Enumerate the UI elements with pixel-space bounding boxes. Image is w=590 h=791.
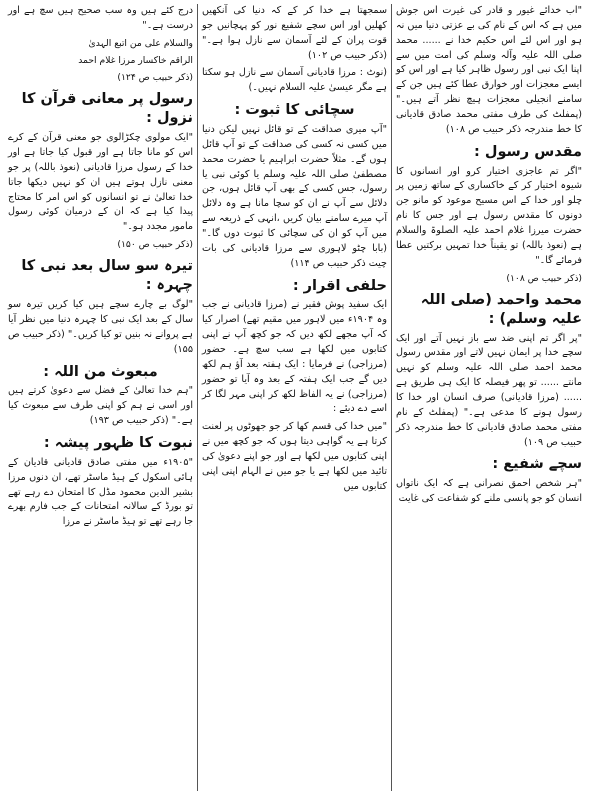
body-paragraph: "میں خدا کی قسم کھا کر جو جھوٹوں پر لعنت کرتا ہے یہ گواہی دیتا ہوں کہ جو کچھ میں نے اپنی کتابوں میں لکھا ہے اور جو اپنے دعویٰ کی تائید میں لکھا ہے یا جو میں نے الہام اپنی اپنی کتابوں میں [202, 421, 387, 492]
body-paragraph: "ہم خدا تعالیٰ کے فضل سے دعویٰ کرتے ہیں اور اسی نے ہم کو اپنی طرف سے مبعوث کیا ہے۔" (ذکر حبیب ص ۱۹۳) [8, 385, 193, 427]
body-paragraph: "۱۹۰۵ء میں مفتی صادق قادیانی قادیان کے ہائی اسکول کے ہیڈ ماسٹر تھے، ان دنوں مرزا بشیر الدین محمود مڈل کا امتحان دے رہے تھے تو بورڈ کے سالانہ امتحانات کے جب فارم بھرے جا رہے تھے تو ہیڈ ماسٹر نے مرزا [8, 456, 193, 528]
body-paragraph: "ہر شخص احمق نصرانی ہے کہ ایک ناتواں انسان کو جو پانسی ملنے کو شفاعت کی غایت [396, 478, 582, 505]
signature-line: الراقم خاکسار مرزا غلام احمد [78, 54, 193, 66]
column-right [392, 4, 586, 791]
body-paragraph: "اب خدائے غیور و قادر کی غیرت اس جوش میں ہے کہ اس کے نام کی بے عزتی دنیا میں نہ ہو اور اس لئے اس حکیم خدا نے ...... محمد صلی اللہ علیہ وآلہ وسلم کی امت میں سے اپنا ایک نبی اور رسول ظاہر کیا ہے اور اس کو ایسے معجزات اور خوارق عطا کئے ہیں جن کے سامنے انجیلی معجزات ہیچ نظر آتے ہیں۔" (پمفلٹ کی طرف مفتی محمد صادق قادیانی کا خط مندرجہ ذکر حبیب ص ۱۰۸) [396, 5, 582, 135]
body-paragraph: "اگر تم عاجزی اختیار کرو اور انسانوں کا شیوہ اختیار کر کے خاکساری کے ساتھ زمین پر چلو اور خدا کے اس مسیح موعود کو مانو جن دونوں کا مقدس رسول ہے اور جس کا نام حضرت میرزا غلام احمد علیہ الصلوۃ والسلام ہے (نعوذ باللہ) تو یقیناً خدا تمہیں برکتیں عطا فرمائے گا۔" [396, 165, 582, 266]
body-paragraph: "ایک مولوی چکڑالوی جو معنی قرآن کے کرے اس کو مانا جاتا ہے اور قبول کیا جاتا ہے اور خدا کے رسول مرزا قادیانی (نعوذ باللہ) پر جو معنی نازل ہوتے ہیں ان کو نہیں دیکھا جاتا خدا تعالیٰ نے تو انسانوں کو اس امر کا محتاج پیدا کیا ہے کہ ان کے درمیان کوئی رسول مامور مجدد ہو۔" [8, 132, 193, 233]
section-heading: مبعوث من اللہ : [43, 363, 158, 380]
signature-line: والسلام علی من اتبع الہدیٰ [88, 37, 193, 49]
body-paragraph: "آپ میری صداقت کے تو قائل نہیں لیکن دنیا میں کسی نہ کسی کی صداقت کے تو آپ قائل ہوں گے۔ مثلاً حضرت ابراہیم یا حضرت محمد مصطفیٰ صلی اللہ علیہ وسلم یا کوئی نبی یا رسول، جس کسی کے بھی آپ قائل ہوں، جن دلائل سے آپ نے ان کو سچا مانا ہے وہ دلائل آپ میرے سامنے بیان کریں ،انہی کے ذریعہ سے میں آپ کو ان کی سچائی کا ثبوت دوں گا۔" (بابا چٹو لاہوری سے مرزا قادیانی کی بات چیت ذکر حبیب ص ۱۱۴) [202, 124, 387, 269]
section-heading: نبوت کا ظہور پیشہ : [43, 434, 193, 451]
body-paragraph: (نوٹ : مرزا قادیانی آسمان سے نازل ہو سکتا ہے مگر عیسیٰ علیہ السلام نہیں۔) [202, 67, 387, 94]
section-heading: مقدس رسول : [474, 143, 582, 160]
section-heading: محمد واحمد (صلی اللہ علیہ وسلم) : [420, 291, 582, 327]
body-paragraph: ایک سفید پوش فقیر نے (مرزا قادیانی نے جب وہ ۱۹۰۴ء میں لاہور میں مقیم تھے) اصرار کیا کہ آپ مجھے لکھ دیں کہ جو کچھ آپ نے اپنی کتابوں میں لکھا ہے سب سچ ہے۔ حضور (مرزاجی) نے فرمایا : ایک ہفتہ بعد آؤ ہم لکھ دیں گے جب ایک ہفتہ کے بعد وہ آیا تو حضور (مرزاجی) نے یہ الفاظ لکھ کر اپنی مہر لگا کر اسے دے دیئے : [202, 299, 388, 415]
body-paragraph: "پر اگر تم اپنی ضد سے باز نہیں آتے اور ایک سچے خدا پر ایمان نہیں لاتے اور مقدس رسول محمد احمد صلی اللہ علیہ وسلم کو نہیں مانتے ...... تو پھر فیصلہ کا ایک ہی طریق ہے ...... (مرزا قادیانی) صرف انسان اور خدا کا رسول ہونے کا مدعی ہے۔" (پمفلٹ کے نام مفتی محمد صادق قادیانی کا خط مندرجہ ذکر حبیب ص ۱۰۹) [396, 332, 582, 448]
body-paragraph: "لوگ بے چارے سچے ہیں کیا کریں تیرہ سو سال کے بعد ایک نبی کا چہرہ دنیا میں نظر آیا ہے پروانے نہ بنیں تو کیا کریں۔" (ذکر حبیب ص ۱۵۵) [8, 299, 193, 355]
body-paragraph: درج کئے ہیں وہ سب صحیح ہیں سچ ہے اور درست ہے۔" [8, 5, 193, 31]
section-heading: سچائی کا ثبوت : [234, 102, 355, 119]
section-heading: رسول پر معانی قرآن کا نزول : [21, 91, 193, 127]
citation-reference: (ذکر حبیب ص ۱۵۰) [117, 239, 193, 251]
column-left [4, 4, 198, 791]
column-middle [198, 4, 392, 791]
citation-reference: (ذکر حبیب ص ۱۲۴) [117, 72, 193, 84]
section-heading: تیرہ سو سال بعد نبی کا چہرہ : [21, 258, 193, 294]
citation-reference: (ذکر حبیب ص ۱۰۸) [506, 272, 582, 284]
body-paragraph: سمجھتا ہے خدا کر کے کہ دنیا کی آنکھیں کھلیں اور اس سچے شفیع نور کو پہچانیں جو قوت پران کے لئے آسمان سے نازل ہوا ہے۔" (ذکر حبیب ص ۱۰۲) [202, 5, 387, 61]
section-heading: سچے شفیع : [492, 456, 582, 473]
section-heading: حلفی اقرار : [292, 277, 387, 294]
